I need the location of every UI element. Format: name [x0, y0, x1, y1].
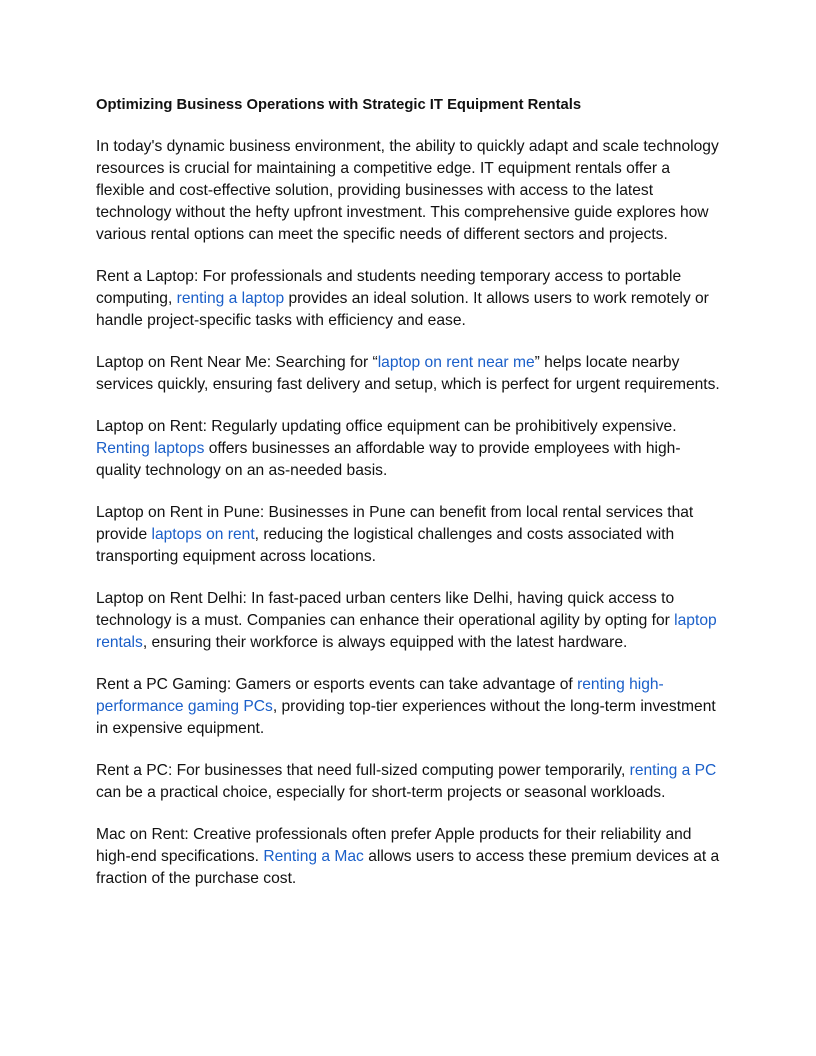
section-laptop-on-rent-delhi	[96, 588, 722, 654]
section-laptop-on-rent	[96, 416, 722, 482]
section-text-after: allows users to access these premium devices at a fraction of the purchase cost.	[96, 848, 720, 887]
section-text-after: ” helps locate nearby services quickly, ensuring fast delivery and setup, which is perfect for urgent requirements.	[96, 354, 720, 393]
renting-a-laptop-link[interactable]: renting a laptop	[176, 290, 285, 307]
renting-laptops-link[interactable]: Renting laptops	[96, 440, 205, 457]
section-laptop-on-rent-near-me	[96, 352, 722, 396]
section-laptop-on-rent-in-pune	[96, 502, 722, 568]
section-text-after: provides an ideal solution. It allows users to work remotely or handle project-specific tasks with efficiency and ease.	[96, 290, 709, 329]
section-text-after: , reducing the logistical challenges and costs associated with transporting equipment across locations.	[96, 526, 675, 565]
section-text-before: Rent a PC Gaming: Gamers or esports events can take advantage of	[96, 676, 578, 693]
section-mac-on-rent	[96, 824, 722, 890]
laptops-on-rent-link[interactable]: laptops on rent	[151, 526, 255, 543]
intro-paragraph: In today's dynamic business environment, the ability to quickly adapt and scale technology resources is crucial for maintaining a competitive edge. IT equipment rentals offer a flexible and cost-effective solution, providing businesses with access to the latest technology without the hefty upfront investment. This comprehensive guide explores how various rental options can meet the specific needs of different sectors and projects.	[96, 138, 719, 243]
laptop-rentals-link[interactable]: laptop rentals	[96, 612, 717, 651]
renting-gaming-pcs-link[interactable]: renting high-performance gaming PCs	[96, 676, 664, 715]
section-text-before: Rent a PC: For businesses that need full-sized computing power temporarily,	[96, 762, 630, 779]
renting-a-mac-link[interactable]: Renting a Mac	[263, 848, 364, 865]
section-text-before: Mac on Rent: Creative professionals often prefer Apple products for their reliability and high-end specifications.	[96, 826, 692, 865]
section-text-after: can be a practical choice, especially for short-term projects or seasonal workloads.	[96, 784, 666, 801]
document-page	[96, 94, 722, 910]
section-text-before: Rent a Laptop: For professionals and students needing temporary access to portable computing,	[96, 268, 682, 307]
section-text-before: Laptop on Rent in Pune: Businesses in Pune can benefit from local rental services that provide	[96, 504, 694, 543]
section-text-before: Laptop on Rent: Regularly updating office equipment can be prohibitively expensive.	[96, 418, 677, 435]
section-rent-a-pc-gaming	[96, 674, 722, 740]
document-title: Optimizing Business Operations with Strategic IT Equipment Rentals	[96, 97, 582, 113]
section-text-before: Laptop on Rent Delhi: In fast-paced urban centers like Delhi, having quick access to technology is a must. Companies can enhance their operational agility by opting for	[96, 590, 675, 629]
section-text-after: , ensuring their workforce is always equipped with the latest hardware.	[142, 634, 628, 651]
section-rent-a-laptop	[96, 266, 722, 332]
section-rent-a-pc	[96, 760, 722, 804]
renting-a-pc-link[interactable]: renting a PC	[629, 762, 717, 779]
section-text-before: Laptop on Rent Near Me: Searching for “	[96, 354, 378, 371]
laptop-on-rent-near-me-link[interactable]: laptop on rent near me	[377, 354, 535, 371]
section-text-after: , providing top-tier experiences without the long-term investment in expensive equipment.	[96, 698, 716, 737]
section-text-after: offers businesses an affordable way to provide employees with high-quality technology on an as-needed basis.	[96, 440, 681, 479]
